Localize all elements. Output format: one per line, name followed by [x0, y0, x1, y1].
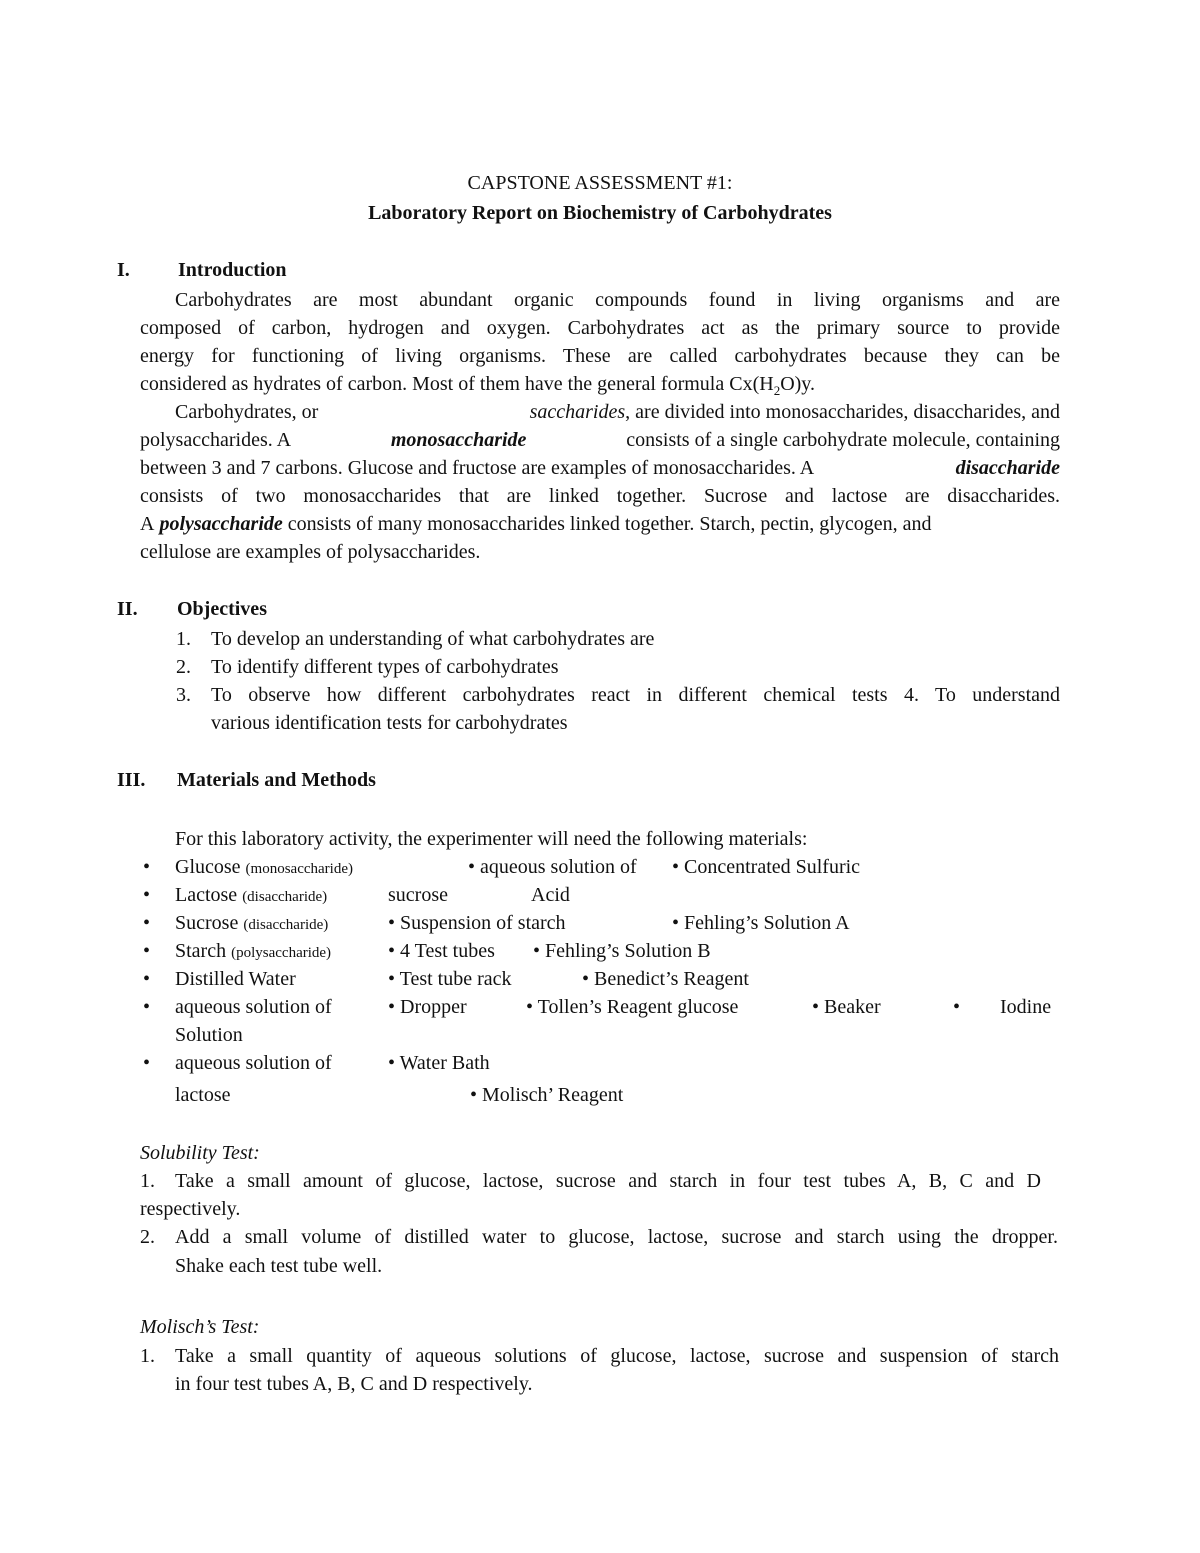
material [175, 883, 327, 909]
emphasis: monosaccharide [390, 429, 527, 451]
list-item: Take a small amount of glucose, lactose, sucrose and starch in four test tubes A, B, C and D [175, 1170, 1041, 1192]
text: Glucose [175, 856, 241, 878]
text: Lactose [175, 884, 238, 906]
text: considered as hydrates of carbon. Most of them have the general formula Cx(H [140, 373, 774, 395]
material [175, 855, 353, 881]
section-number: II. [117, 598, 138, 620]
document-title: CAPSTONE ASSESSMENT #1: [467, 172, 733, 194]
list-item: Add a small volume of distilled water to glucose, lactose, sucrose and starch using the dropper. [175, 1226, 1058, 1248]
note: (monosaccharide) [245, 861, 353, 877]
material: • Molisch’ Reagent [470, 1084, 624, 1106]
material: • aqueous solution of [468, 856, 637, 878]
emphasis: disaccharide [955, 457, 1060, 479]
note: (polysaccharide) [231, 945, 332, 961]
subheading-molisch-test: Molisch’s Test: [140, 1316, 260, 1338]
bullet-icon: • [143, 968, 151, 990]
list-item: To identify different types of carbohydrates [211, 656, 559, 678]
material: • Beaker [812, 996, 881, 1018]
list-number: 1. [140, 1170, 155, 1192]
paragraph-line [140, 512, 1060, 536]
material: • Fehling’s Solution B [533, 940, 711, 962]
document-subtitle: Laboratory Report on Biochemistry of Carbohydrates [368, 202, 832, 224]
bullet-icon: • [143, 940, 151, 962]
paragraph-line [140, 456, 1060, 480]
material: • 4 Test tubes [388, 940, 495, 962]
section-heading-introduction: Introduction [178, 259, 287, 281]
list-number: 1. [140, 1345, 155, 1367]
list-number: 2. [176, 656, 191, 678]
section-number: I. [117, 259, 130, 281]
emphasis: saccharides [529, 401, 626, 423]
text: polysaccharides. A [140, 429, 292, 451]
list-item: To develop an understanding of what carbohydrates are [211, 628, 655, 650]
material: Acid [531, 884, 570, 906]
list-item: Shake each test tube well. [175, 1255, 383, 1277]
paragraph-line [140, 372, 815, 396]
material: sucrose [388, 884, 448, 906]
material: • Test tube rack [388, 968, 512, 990]
bullet-icon: • [143, 996, 151, 1018]
section-heading-materials: Materials and Methods [177, 769, 376, 791]
note: (disaccharide) [243, 917, 329, 933]
paragraph-line: consists of two monosaccharides that are linked together. Sucrose and lactose are disaccharides. [140, 485, 1060, 507]
text: between 3 and 7 carbons. Glucose and fructose are examples of monosaccharides. A [140, 457, 815, 479]
text: Starch [175, 940, 227, 962]
text: O)y. [780, 373, 815, 395]
material: Iodine [1000, 996, 1052, 1018]
list-item: in four test tubes A, B, C and D respectively. [175, 1373, 533, 1395]
material: Solution [175, 1024, 243, 1046]
subheading-solubility-test: Solubility Test: [140, 1142, 260, 1164]
bullet-icon: • [143, 856, 151, 878]
section-number: III. [117, 769, 146, 791]
material: • Tollen’s Reagent glucose [526, 996, 739, 1018]
text: Carbohydrates, or [175, 401, 319, 423]
paragraph-line: Carbohydrates are most abundant organic compounds found in living organisms and are [175, 289, 1060, 311]
paragraph-line [175, 400, 1060, 424]
material: Distilled Water [175, 968, 296, 990]
material: • Fehling’s Solution A [672, 912, 850, 934]
text: , are divided into monosaccharides, disaccharides, and [625, 401, 1060, 423]
materials-intro: For this laboratory activity, the experimenter will need the following materials: [175, 828, 808, 850]
text [530, 400, 1060, 424]
emphasis: polysaccharide [159, 513, 283, 535]
list-item: respectively. [140, 1198, 241, 1220]
material: • Water Bath [388, 1052, 490, 1074]
material: • Benedict’s Reagent [582, 968, 749, 990]
material: • Concentrated Sulfuric [672, 856, 861, 878]
material: aqueous solution of [175, 996, 332, 1018]
bullet-icon: • [143, 1052, 151, 1074]
list-item: Take a small quantity of aqueous solutions of glucose, lactose, sucrose and suspension of starch [175, 1345, 1059, 1367]
material: aqueous solution of [175, 1052, 332, 1074]
material [175, 911, 328, 937]
text: Sucrose [175, 912, 239, 934]
material [175, 939, 331, 965]
bullet-icon: • [143, 884, 151, 906]
list-number: 3. [176, 684, 191, 706]
list-item: various identification tests for carbohydrates [211, 712, 568, 734]
subscript: 2 [773, 383, 781, 398]
bullet-icon: • [953, 996, 961, 1018]
section-heading-objectives: Objectives [177, 598, 267, 620]
list-number: 1. [176, 628, 191, 650]
material: • Dropper [388, 996, 467, 1018]
text: A [140, 513, 155, 535]
list-number: 2. [140, 1226, 155, 1248]
text: consists of a single carbohydrate molecule, containing [626, 429, 1060, 451]
note: (disaccharide) [242, 889, 328, 905]
text: consists of many monosaccharides linked together. Starch, pectin, glycogen, and [287, 513, 932, 535]
bullet-icon: • [143, 912, 151, 934]
material: • Suspension of starch [388, 912, 566, 934]
material: lactose [175, 1084, 231, 1106]
list-item: To observe how different carbohydrates react in different chemical tests 4. To understand [211, 684, 1060, 706]
paragraph-line: energy for functioning of living organisms. These are called carbohydrates because they can be [140, 345, 1060, 367]
paragraph-line [140, 428, 1060, 452]
paragraph-line: composed of carbon, hydrogen and oxygen. Carbohydrates act as the primary source to provide [140, 317, 1060, 339]
paragraph-line: cellulose are examples of polysaccharides. [140, 541, 481, 563]
